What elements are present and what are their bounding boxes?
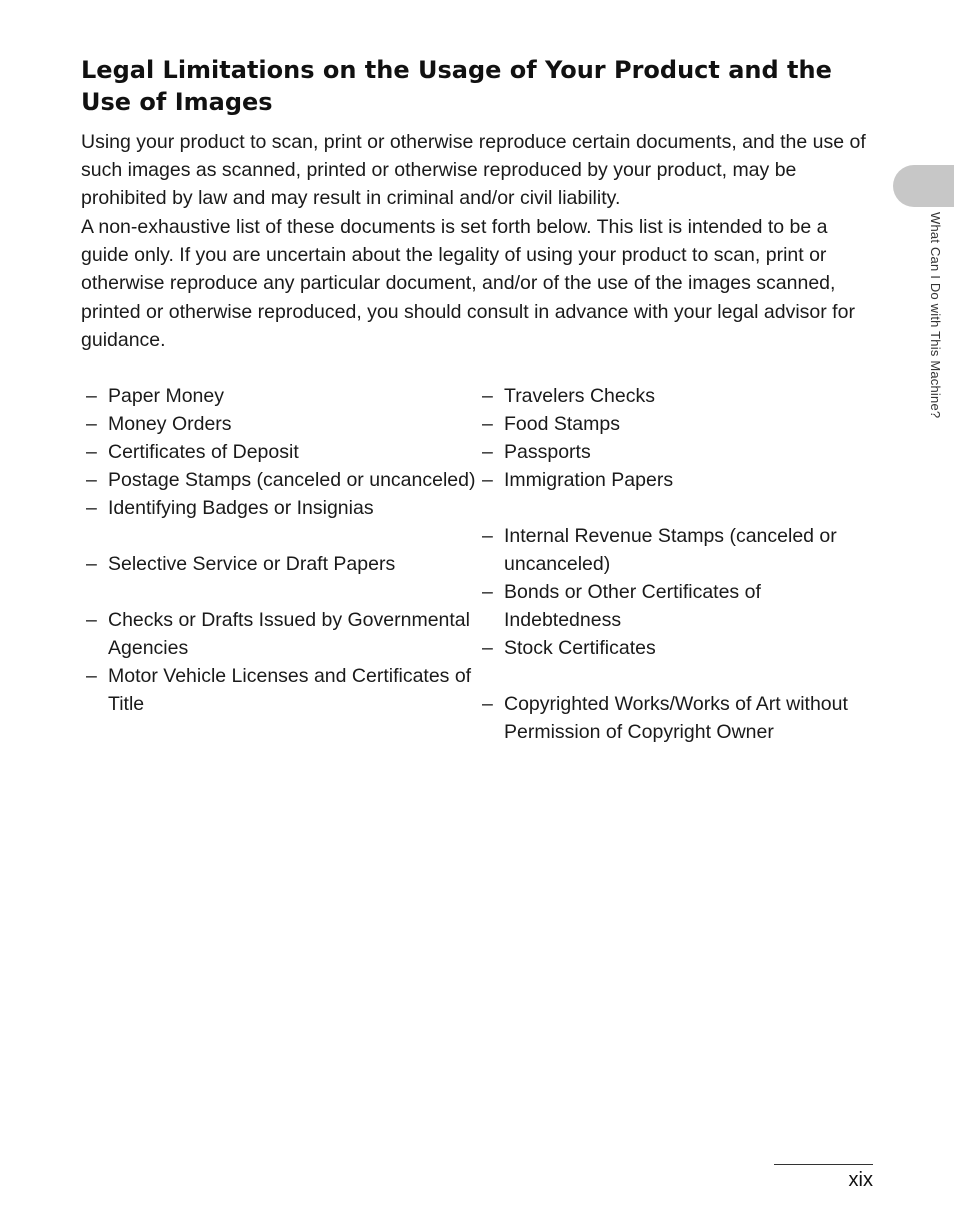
dash-marker: – xyxy=(482,385,493,407)
list-item xyxy=(86,550,478,606)
intro-paragraph: Using your product to scan, print or otherwise reproduce certain documents, and the use of such images as scanned, printed or otherwise reproduced by your product, may be prohibited by law and may result in criminal and/or civil liability. xyxy=(81,131,866,210)
dash-marker: – xyxy=(86,553,97,575)
list-item xyxy=(482,522,877,578)
list-item-text: Identifying Badges or Insignias xyxy=(108,497,374,519)
dash-marker: – xyxy=(482,693,493,715)
list-item xyxy=(482,634,877,690)
dash-marker: – xyxy=(86,413,97,435)
list-item-text: Money Orders xyxy=(108,413,232,435)
list-item xyxy=(86,438,478,466)
chapter-tab xyxy=(893,165,954,207)
list-item-text: Paper Money xyxy=(108,385,224,407)
list-item xyxy=(482,382,877,410)
dash-marker: – xyxy=(482,581,493,603)
list-item-text: Food Stamps xyxy=(504,413,620,435)
dash-marker: – xyxy=(482,441,493,463)
list-item-text: Selective Service or Draft Papers xyxy=(108,553,396,575)
list-item-text: Passports xyxy=(504,441,591,463)
dash-marker: – xyxy=(86,609,97,631)
list-item-text: Certificates of Deposit xyxy=(108,441,299,463)
list-item-text: Bonds or Other Certificates of Indebtedness xyxy=(504,581,761,631)
list-item xyxy=(482,410,877,438)
section-heading: Legal Limitations on the Usage of Your Product and the Use of Images xyxy=(81,56,832,116)
list-item xyxy=(86,466,478,494)
list-item-text: Stock Certificates xyxy=(504,637,656,659)
list-item-text: Internal Revenue Stamps (canceled or uncanceled) xyxy=(504,525,837,575)
dash-marker: – xyxy=(482,413,493,435)
list-item-text: Travelers Checks xyxy=(504,385,655,407)
dash-marker: – xyxy=(86,385,97,407)
dash-marker: – xyxy=(86,665,97,687)
list-item xyxy=(482,438,877,466)
guidance-paragraph: A non-exhaustive list of these documents is set forth below. This list is intended to be a guide only. If you are uncertain about the legality of using your product to scan, print or otherwise reproduce any particular document, and/or of the use of the images scanned, printed or otherwise reproduced, you should consult in advance with your legal advisor for guidance. xyxy=(81,216,855,351)
dash-marker: – xyxy=(482,637,493,659)
dash-marker: – xyxy=(86,441,97,463)
list-item-text: Motor Vehicle Licenses and Certificates of Title xyxy=(108,665,472,715)
list-item xyxy=(86,382,478,410)
restricted-documents-list-left xyxy=(86,382,478,718)
list-item xyxy=(86,410,478,438)
list-item-text: Immigration Papers xyxy=(504,469,674,491)
list-item-text: Checks or Drafts Issued by Governmental Agencies xyxy=(108,609,470,659)
dash-marker: – xyxy=(86,497,97,519)
list-item xyxy=(86,494,478,550)
dash-marker: – xyxy=(482,469,493,491)
dash-marker: – xyxy=(86,469,97,491)
list-item-text: Copyrighted Works/Works of Art without Permission of Copyright Owner xyxy=(504,693,848,743)
list-item-text: Postage Stamps (canceled or uncanceled) xyxy=(108,469,476,491)
list-item xyxy=(86,662,478,718)
list-item xyxy=(482,578,877,634)
list-item xyxy=(86,606,478,662)
dash-marker: – xyxy=(482,525,493,547)
footer-rule xyxy=(774,1164,873,1165)
list-item xyxy=(482,466,877,522)
chapter-tab-label: What Can I Do with This Machine? xyxy=(928,212,943,419)
restricted-documents-list-right xyxy=(482,382,877,746)
page-number: xix xyxy=(848,1169,873,1191)
list-item xyxy=(482,690,877,746)
